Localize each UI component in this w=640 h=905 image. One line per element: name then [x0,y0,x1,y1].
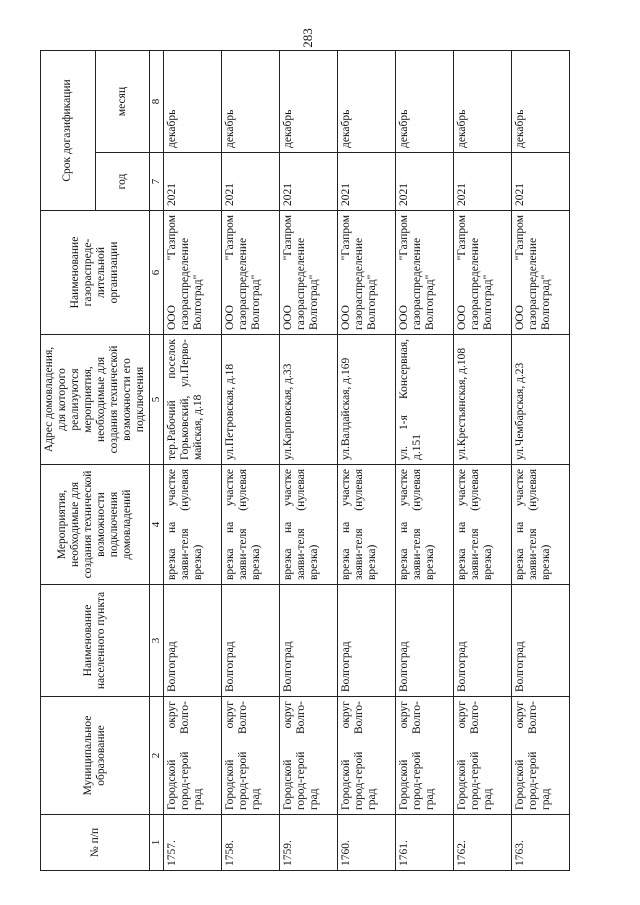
settlement-cell: Волгоград [338,585,396,697]
organization-cell: ООО "Газпром газораспределение Волгоград" [280,211,338,335]
table-row [396,51,454,871]
municipality-cell: Городской округ город-герой Волго-град [222,697,280,815]
settlement-cell: Волгоград [222,585,280,697]
header-settlement: Наименование населенного пункта [41,585,150,697]
row-number: 1761. [396,815,454,871]
row-number: 1763. [512,815,570,871]
column-number: 4 [150,465,164,585]
settlement-cell: Волгоград [512,585,570,697]
organization-cell: ООО "Газпром газораспределение Волгоград" [164,211,222,335]
year-cell: 2021 [222,153,280,211]
measures-cell: врезка на участке заяви-теля (нулевая врезка) [280,465,338,585]
header-measures: Мероприятия, необходимые для создания технической возможности подключения домовладений [41,465,150,585]
settlement-cell: Волгоград [454,585,512,697]
header-address: Адрес домовладения, для которого реализуются мероприятия, необходимые для создания технической возможности его подключения [41,335,150,465]
column-number: 5 [150,335,164,465]
rotated-table-container [40,51,570,871]
organization-cell: ООО "Газпром газораспределение Волгоград" [222,211,280,335]
year-cell: 2021 [280,153,338,211]
municipality-cell: Городской округ город-герой Волго-град [338,697,396,815]
municipality-cell: Городской округ город-герой Волго-град [396,697,454,815]
organization-cell: ООО "Газпром газораспределение Волгоград" [338,211,396,335]
table-row [454,51,512,871]
column-number: 6 [150,211,164,335]
year-cell: 2021 [164,153,222,211]
municipality-cell: Городской округ город-герой Волго-град [454,697,512,815]
month-cell: декабрь [164,51,222,153]
column-number: 1 [150,815,164,871]
year-cell: 2021 [512,153,570,211]
column-number: 2 [150,697,164,815]
table-row [280,51,338,871]
address-cell: ул.Карповская, д.33 [280,335,338,465]
page-number: 283 [300,28,315,48]
settlement-cell: Волгоград [396,585,454,697]
table-row [512,51,570,871]
header-month: месяц [95,51,150,153]
year-cell: 2021 [454,153,512,211]
table-body [164,51,570,871]
settlement-cell: Волгоград [280,585,338,697]
row-number: 1758. [222,815,280,871]
month-cell: декабрь [396,51,454,153]
municipality-cell: Городской округ город-герой Волго-град [512,697,570,815]
organization-cell: ООО "Газпром газораспределение Волгоград" [454,211,512,335]
year-cell: 2021 [338,153,396,211]
address-cell: ул.Валдайская, д.169 [338,335,396,465]
measures-cell: врезка на участке заяви-теля (нулевая врезка) [512,465,570,585]
settlement-cell: Волгоград [164,585,222,697]
row-number: 1757. [164,815,222,871]
month-cell: декабрь [512,51,570,153]
header-deadline: Срок догазификации [41,51,96,211]
municipality-cell: Городской округ город-герой Волго-град [280,697,338,815]
gasification-table [40,50,570,871]
address-cell: ул. 1-я Консервная, д.151 [396,335,454,465]
address-cell: ул.Чембарская, д.23 [512,335,570,465]
measures-cell: врезка на участке заяви-теля (нулевая врезка) [454,465,512,585]
table-row [222,51,280,871]
month-cell: декабрь [222,51,280,153]
column-number: 7 [150,153,164,211]
column-number-row [150,51,164,871]
measures-cell: врезка на участке заяви-теля (нулевая врезка) [338,465,396,585]
header-organization: Наименование газораспреде-лительной организации [41,211,150,335]
column-number: 3 [150,585,164,697]
address-cell: ул.Крестьянская, д.108 [454,335,512,465]
header-number: № п/п [41,815,150,871]
column-number: 8 [150,51,164,153]
month-cell: декабрь [280,51,338,153]
header-year: год [95,153,150,211]
address-cell: тер.Рабочий поселок Горьковский, ул.Перво-майская, д.18 [164,335,222,465]
month-cell: декабрь [454,51,512,153]
organization-cell: ООО "Газпром газораспределение Волгоград" [512,211,570,335]
month-cell: декабрь [338,51,396,153]
measures-cell: врезка на участке заяви-теля (нулевая врезка) [164,465,222,585]
header-municipality: Муниципальное образование [41,697,150,815]
address-cell: ул.Петровская, д.18 [222,335,280,465]
year-cell: 2021 [396,153,454,211]
organization-cell: ООО "Газпром газораспределение Волгоград" [396,211,454,335]
table-row [338,51,396,871]
row-number: 1759. [280,815,338,871]
measures-cell: врезка на участке заяви-теля (нулевая врезка) [396,465,454,585]
table-row [164,51,222,871]
measures-cell: врезка на участке заяви-теля (нулевая врезка) [222,465,280,585]
municipality-cell: Городской округ город-герой Волго-град [164,697,222,815]
row-number: 1760. [338,815,396,871]
row-number: 1762. [454,815,512,871]
